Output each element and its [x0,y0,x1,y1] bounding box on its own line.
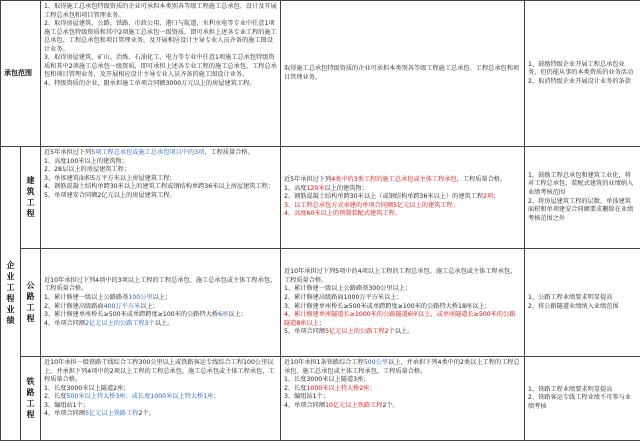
building-old-item: 5、单项建安合同额2亿元以上的房屋建筑工程。 [44,191,176,199]
row-building [1,147,640,249]
railway-old-text [41,357,281,441]
railway-new-intro: 近10年承担1条铁路综合工程500公里以上，并承担下列4类中的2类以上工程的工程总承包、施工总承包或主体工程承包，工程质量合格。 [284,359,520,375]
scope-label: 承包范围 [1,1,41,147]
scope-old-text [41,1,281,147]
highway-new-text [281,249,525,357]
highway-new-item: 5、单项合同额5亿元以上的公路工程2个以上。 [284,328,414,336]
railway-old-item: 1、长度3000米以上隧道2座； [44,384,130,392]
row-highway [1,249,640,357]
building-old-item: 4、钢筋混凝土结构单跨30米以上的建筑工程或钢结构单跨36米以上房屋建筑工程； [44,183,275,191]
building-change-note [525,147,640,249]
scope-note-item: 1、鼓励特级企业开展工程总承包业务，但仍能从事的本类资质的业务活动 [528,60,634,77]
building-old-item: 1、高度100米以上的建筑物； [44,157,128,165]
highway-old-item: 1、累计修建一级以上公路路基100公里以上； [44,293,172,301]
highway-new-item: 4、累计修建单座隧道长≥1000米的公路隧道6座以上，或单座隧道长≥500米的公路隧道8座以上； [284,311,516,327]
railway-old-intro: 近10年承担一级铁路干线综合工程300公里以上或铁路客运专线综合工程100公里以上，并承担下列4项中的2项以上工程的工程总承包、施工总承包或主体工程承包，工程质量合格。 [44,359,275,384]
highway-old-intro: 近10年承担过下列4项中的3项以上工程的工程总承包、施工总承包或主体工程承包，工程质量合格。 [44,276,277,293]
row-label-railway: 铁路工程 [21,357,41,441]
railway-note-item: 1、铁路工程业绩要求明显提高 [528,385,613,393]
building-note-item: 1、鼓励工程总承包和建筑工业化，将对工程总承包、装配式建筑的业绩纳入业绩考核范围 [528,171,634,196]
building-old-intro: 近5年承担过下列5项工程总承包或施工总承包项目中的3项，工程质量合格。 [44,149,254,156]
row-label-building: 建筑工程 [21,147,41,249]
railway-new-item: 2、长度1000米以上特大桥2座； [284,384,376,392]
building-new-text [281,147,525,249]
scope-old-item: 4、特级资质的企业，限承担施工单项合同额3000万元以上的房屋建筑工程。 [44,79,256,87]
highway-old-item: 4、单项合同额2亿元以上的公路工程3个以上。 [44,319,174,327]
scope-new-text [281,1,525,147]
scope-old-item: 3、取得房屋建筑、矿山、冶炼、石油化工、电力等专业中任意1项施工总承包特级资质和其中2项施工总承包一级资质，即可承担上述各专业工程的施工总承包、工程总承包和项目管理业务，及开展相应设计主导专业人员齐备的施工图设计业务。 [44,54,277,79]
building-old-item: 3、单体建筑面积5万平方米以上房屋建筑工程； [44,174,176,182]
row-railway [1,357,640,441]
scope-row [1,1,640,147]
building-old-text [41,147,281,249]
scope-change-note [525,1,640,147]
highway-note-item: 2、将公路隧道业绩纳入业绩范围 [528,302,619,310]
row-label-highway: 公路工程 [21,249,41,357]
building-old-item: 2、28层以上的房屋建筑工程； [44,166,131,174]
building-new-item: 2、钢筋混凝土结构单跨30米以上（或钢结构单跨36米以上）的建筑工程2项； [284,193,500,201]
highway-change-note [525,249,640,357]
building-new-item: 3、以工程总承包方式承建的单项合同额5亿元以上的建筑工程； [284,201,459,209]
highway-note-item: 1、公路工程业绩要求明显提高 [528,293,613,301]
building-note-item: 2、将房屋建筑工程的层数、单体建筑面积和单项建安合同额要求删除在业绩考核范围之外 [528,197,634,222]
highway-old-text [41,249,281,357]
railway-new-item: 3、编组站1个； [284,393,329,401]
highway-new-item: 3、累计修建单座桥长≥500米或单跨跨度≥100米的公路特大桥18座以上； [284,302,491,310]
building-new-item: 4、高度60米以上的预制装配式建筑工程。 [284,210,401,218]
railway-new-text [281,357,525,441]
scope-old-item: 1、取得施工总承包特级资质的企业可承担本类别各等级工程施工总承包、设计及开展工程总承包和项目管理业务。 [44,3,277,19]
scope-old-item: 2、取得房屋建筑、公路、铁路、市政公用、港口与航道、水利水电等专业中任意1项施工总承包特级资质和其中2项施工总承包一级资质，即可承担上述各专业工程的施工总承包、工程总承包和项目管理业务，及开展相应设计主导专业人员齐备的施工图设计业务。 [44,20,277,53]
railway-new-item: 1、长度3000米以上隧道3座； [284,376,370,384]
railway-old-item: 3、编组站1个； [44,401,89,409]
highway-new-intro: 近10年承担过下列5项中的4项以上工程的工程总承包、施工总承包或主体工程承包，工程质量合格。 [284,268,517,284]
scope-note-item: 2、取消特级企业开展设计业务的条款 [528,77,631,85]
railway-new-item: 4、单项合同额10亿元以上铁路工程2个。 [284,401,399,409]
railway-note-item: 2、铁路客运专线工程业绩不可参与业绩考核 [528,394,631,410]
highway-old-item: 2、累计修建高级路面400万平方米以上； [44,302,159,310]
building-new-intro: 近5年承担过下列4类中的3类工程的施工总承包或主体工程承包，工程质量合格。 [284,176,507,184]
highway-new-item: 2、累计修建高级路面1000万平方米以上； [284,293,403,301]
highway-old-item: 3、累计修建单座桥长≥500米或单跨跨度≥100米的公路特大桥6座以上； [44,311,247,319]
scope-new-item: 取得施工总承包特级资质的企业可承担本类别各等级工程施工总承包、工程总承包和项目管理业务。 [284,64,520,81]
highway-new-item: 1、累计修建一级以上公路路基300公里以上； [284,285,412,293]
group-label: 企业工程业绩 [1,147,21,441]
railway-old-item: 4、单项合同额5亿元以上铁路工程2个。 [44,410,155,418]
railway-change-note [525,357,640,441]
building-new-item: 1、高度120米以上的建筑物； [284,184,368,192]
railway-old-item: 2、长度500米以上特大桥3座；或长度1000米以上特大桥1座； [44,393,220,401]
